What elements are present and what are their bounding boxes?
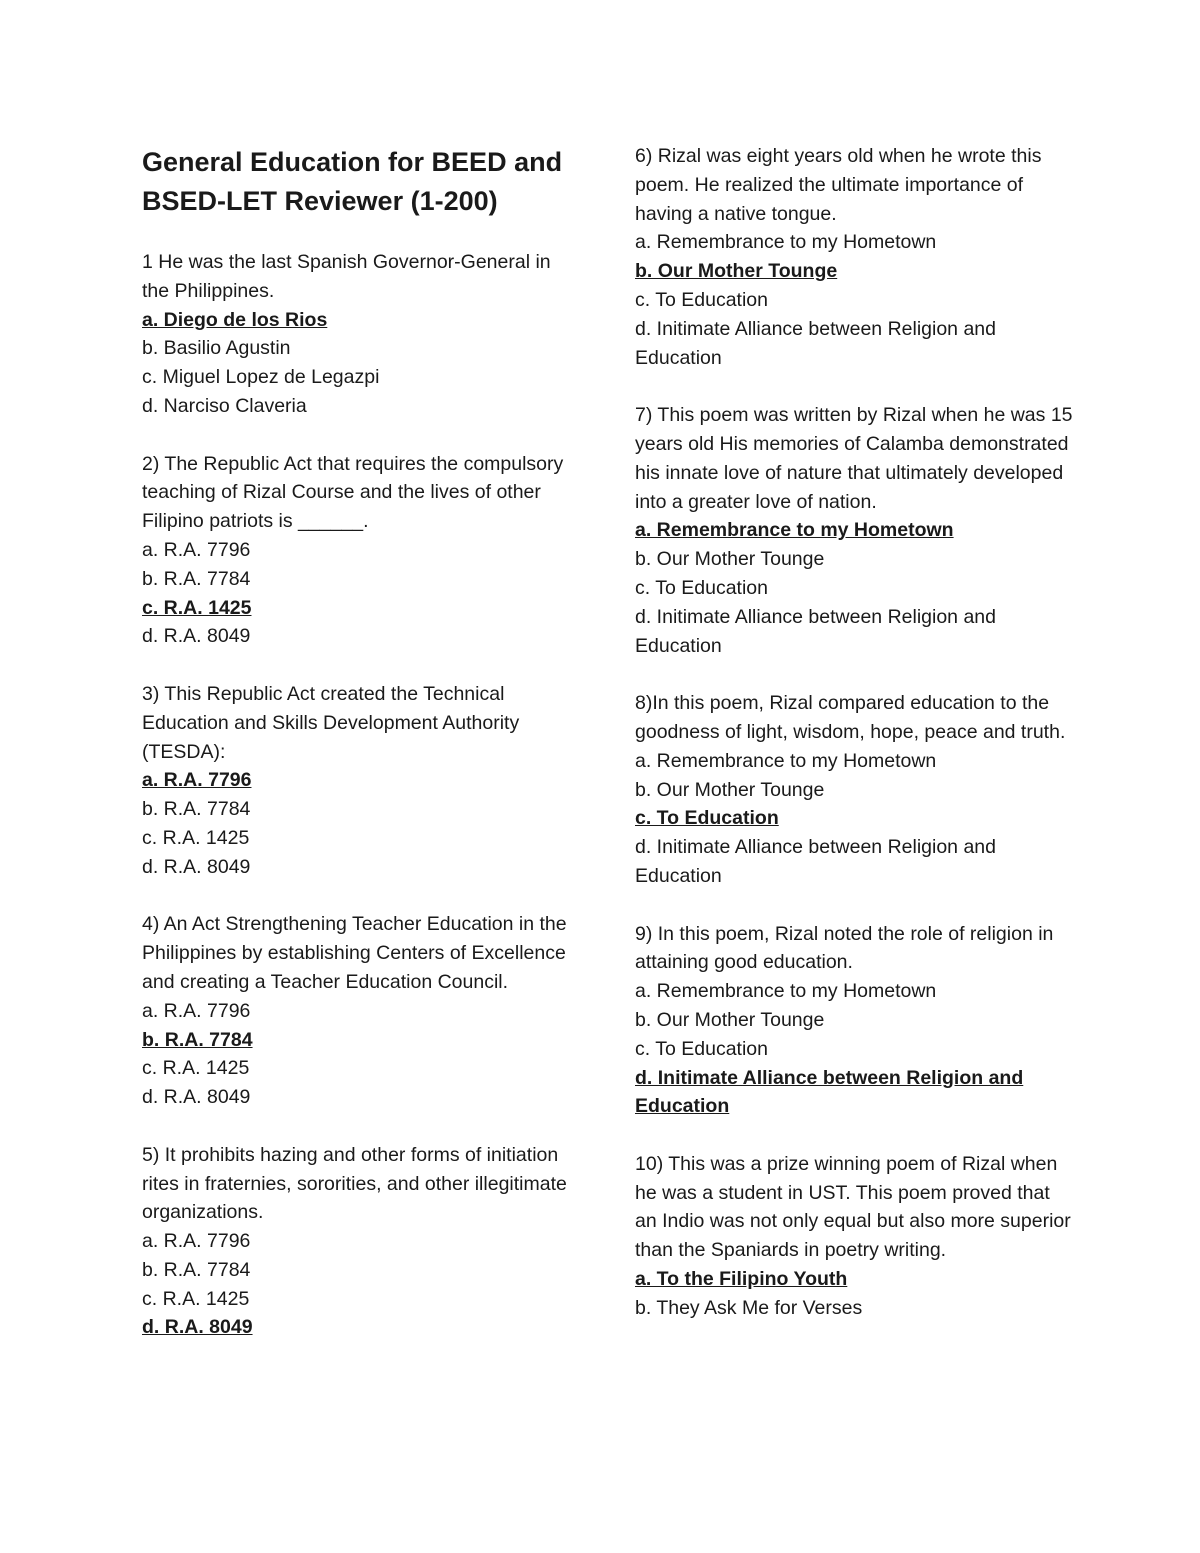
- option-correct: d. R.A. 8049: [142, 1316, 253, 1339]
- option: c. R.A. 1425: [142, 1057, 250, 1080]
- option: a. Remembrance to my Hometown: [635, 980, 937, 1003]
- option: b. R.A. 7784: [142, 1258, 251, 1281]
- option: d. Initimate Alliance between Religion and Education: [635, 605, 996, 657]
- option: c. To Education: [635, 576, 768, 599]
- option: c. To Education: [635, 1037, 768, 1060]
- option: c. To Education: [635, 288, 768, 311]
- question-text: 5) It prohibits hazing and other forms of initiation rites in fraternies, sororities, and other illegitimate organizations.: [142, 1143, 567, 1224]
- question-2: [142, 450, 582, 652]
- question-5: [142, 1141, 582, 1343]
- question-text: 7) This poem was written by Rizal when he was 15 years old His memories of Calamba demonstrated his innate love of nature that ultimately developed into a greater love of nation.: [635, 404, 1073, 513]
- option: d. R.A. 8049: [142, 625, 251, 648]
- option-correct: a. Diego de los Rios: [142, 308, 328, 331]
- option: d. Narciso Claveria: [142, 394, 307, 417]
- question-text: 6) Rizal was eight years old when he wrote this poem. He realized the ultimate importance of having a native tongue.: [635, 145, 1042, 225]
- question-text: 2) The Republic Act that requires the compulsory teaching of Rizal Course and the lives of other Filipino patriots is ______.: [142, 452, 564, 533]
- question-text: 9) In this poem, Rizal noted the role of religion in attaining good education.: [635, 922, 1054, 974]
- question-7: [635, 401, 1075, 660]
- option: a. R.A. 7796: [142, 1230, 251, 1253]
- question-9: [635, 920, 1075, 1122]
- option-correct: a. Remembrance to my Hometown: [635, 519, 954, 542]
- option: d. Initimate Alliance between Religion and Education: [635, 836, 996, 887]
- question-8: [635, 689, 1075, 891]
- option-correct: c. To Education: [635, 807, 779, 830]
- question-10: [635, 1150, 1075, 1323]
- option-correct: a. To the Filipino Youth: [635, 1268, 848, 1291]
- option: a. R.A. 7796: [142, 538, 251, 561]
- option: d. R.A. 8049: [142, 1086, 251, 1109]
- option: b. They Ask Me for Verses: [635, 1296, 863, 1319]
- question-text: 1 He was the last Spanish Governor-General in the Philippines.: [142, 251, 551, 302]
- right-column: [635, 142, 1075, 1351]
- option: a. Remembrance to my Hometown: [635, 231, 937, 254]
- left-column: [142, 143, 582, 1371]
- question-1: [142, 248, 582, 421]
- question-3: [142, 680, 582, 882]
- option: d. R.A. 8049: [142, 855, 251, 878]
- option: b. R.A. 7784: [142, 567, 251, 590]
- question-4: [142, 910, 582, 1112]
- option: b. Basilio Agustin: [142, 337, 291, 360]
- document-title: General Education for BEED and BSED-LET Reviewer (1-200): [142, 147, 563, 216]
- question-text: 10) This was a prize winning poem of Rizal when he was a student in UST. This poem proved that an Indio was not only equal but also more superior than the Spaniards in poetry writing.: [635, 1152, 1071, 1262]
- option: a. Remembrance to my Hometown: [635, 749, 937, 772]
- option: b. Our Mother Tounge: [635, 778, 825, 801]
- question-text: 4) An Act Strengthening Teacher Education in the Philippines by establishing Centers of Excellence and creating a Teacher Education Council.: [142, 913, 567, 993]
- option: b. Our Mother Tounge: [635, 548, 825, 571]
- option-correct: a. R.A. 7796: [142, 769, 252, 792]
- question-text: 3) This Republic Act created the Technical Education and Skills Development Authority (TESDA):: [142, 682, 520, 763]
- option: c. R.A. 1425: [142, 1287, 250, 1310]
- option-correct: d. Initimate Alliance between Religion and Education: [635, 1066, 1024, 1118]
- option-correct: b. Our Mother Tounge: [635, 260, 838, 283]
- option-correct: b. R.A. 7784: [142, 1028, 253, 1051]
- question-6: [635, 142, 1075, 372]
- option: c. R.A. 1425: [142, 826, 250, 849]
- option: c. Miguel Lopez de Legazpi: [142, 366, 380, 389]
- option: b. R.A. 7784: [142, 798, 251, 821]
- option: a. R.A. 7796: [142, 999, 251, 1022]
- option: b. Our Mother Tounge: [635, 1008, 825, 1031]
- option-correct: c. R.A. 1425: [142, 596, 252, 619]
- question-text: 8)In this poem, Rizal compared education to the goodness of light, wisdom, hope, peace and truth.: [635, 692, 1066, 743]
- option: d. Initimate Alliance between Religion and Education: [635, 317, 996, 369]
